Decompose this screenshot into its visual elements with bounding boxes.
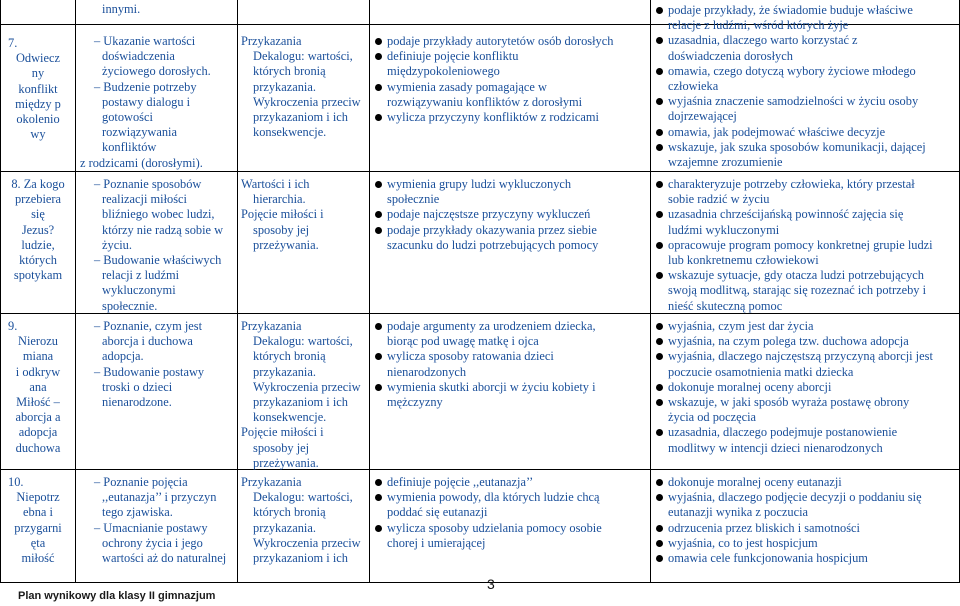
- list-item: wymienia grupy ludzi wykluczonych: [373, 177, 649, 192]
- list-item: dokonuje moralnej oceny eutanazji: [654, 475, 956, 490]
- list-item: chorej i umierającej: [387, 535, 486, 550]
- list-item: poddać się eutanazji: [387, 505, 488, 520]
- list-item: człowieka: [668, 79, 719, 94]
- list-item: podaje argumenty za urodzeniem dziecka,: [373, 319, 649, 334]
- list-item: wyjaśnia znaczenie samodzielności w życiu osoby: [654, 94, 956, 109]
- list-item: wyjaśnia, na czym polega tzw. duchowa adopcja: [654, 334, 956, 349]
- list-item: doświadczenia dorosłych: [668, 48, 793, 63]
- list-item: omawia, czego dotyczą wybory życiowe młodego: [654, 64, 956, 79]
- list-item: społecznie: [387, 192, 440, 207]
- column-divider: [237, 0, 238, 583]
- list-item: szacunku do ludzi potrzebujących pomocy: [387, 237, 599, 252]
- list-item: mężczyzny: [387, 395, 443, 410]
- list-item: wylicza przyczyny konfliktów z rodzicami: [373, 110, 649, 125]
- column-divider: [369, 0, 370, 583]
- list-item: dojrzewającej: [668, 109, 737, 124]
- list-item: omawia, jak podejmować właściwe decyzje: [654, 125, 956, 140]
- extended-requirements-cell-9: [654, 319, 956, 456]
- content-cell-9: – Poznanie, czym jest aborcja i duchowa adopcja. – Budowanie postawy troski o dzieci nienarodzone.: [80, 319, 236, 410]
- list-item: uzasadnia chrześcijańską powinność zajęcia się: [654, 207, 956, 222]
- values-cell-10: Przykazania Dekalogu: wartości, których bronią przykazania. Wykroczenia przeciw przykazaniom i ich: [241, 475, 361, 566]
- list-item: podaje przykłady, że świadomie buduje właściwe: [654, 3, 956, 18]
- list-item: rozwiązywaniu konfliktów z dorosłymi: [387, 94, 583, 109]
- content-cell-8: – Poznanie sposobów realizacji miłości bliźniego wobec ludzi, którzy nie radzą sobie w życiu. – Budowanie właściwych relacji z ludźmi wykluczonymi społecznie.: [80, 177, 236, 314]
- content-cell-10: – Poznanie pojęcia ,,eutanazja’’ i przyczyn tego zjawiska. – Umacnianie postawy ochrony życia i jego wartości aż do naturalnej: [80, 475, 236, 566]
- column-divider: [650, 0, 651, 583]
- basic-requirements-cell-8: [373, 177, 649, 253]
- table-border-bottom: [0, 582, 960, 583]
- extended-requirements-cell-10: [654, 475, 956, 566]
- list-item: nienarodzonych: [387, 364, 467, 379]
- list-item: eutanazji wynika z poczucia: [668, 505, 809, 520]
- continued-text: innymi.: [102, 2, 141, 16]
- list-item: podaje najczęstsze przyczyny wykluczeń: [373, 207, 649, 222]
- list-item: relacje z ludźmi, wśród których żyje: [668, 18, 849, 33]
- list-item: wskazuje, w jaki sposób wyraża postawę obrony: [654, 395, 956, 410]
- list-item: wyjaśnia, co to jest hospicjum: [654, 536, 956, 551]
- list-item: wskazuje, jak szuka sposobów komunikacji, dającej: [654, 140, 956, 155]
- list-item: opracowuje program pomocy konkretnej grupie ludzi: [654, 238, 956, 253]
- list-item: wyjaśnia, dlaczego podjęcie decyzji o poddaniu się: [654, 490, 956, 505]
- list-item: modlitwy w intencji dzieci nienarodzonych: [668, 440, 883, 455]
- list-item: definiuje pojęcie konfliktu: [373, 49, 649, 64]
- basic-requirements-cell-7: [373, 34, 649, 125]
- list-item: podaje przykłady autorytetów osób dorosłych: [373, 34, 649, 49]
- list-item: omawia cele funkcjonowania hospicjum: [654, 551, 956, 566]
- list-item: wyjaśnia, czym jest dar życia: [654, 319, 956, 334]
- topic-cell-8: 8. Za kogo przebiera się Jezus? ludzie, których spotykam: [11, 177, 65, 283]
- list-item: ludźmi wykluczonymi: [668, 222, 780, 237]
- content-cell-7: – Ukazanie wartości doświadczenia życiowego dorosłych. – Budzenie potrzeby postawy dialogu i gotowości rozwiązywania konfliktów z rodzicami (dorosłymi).: [80, 34, 236, 171]
- list-item: biorąc pod uwagę matkę i ojca: [387, 334, 539, 349]
- row-divider: [0, 171, 960, 172]
- list-item: odrzucenia przez bliskich i samotności: [654, 521, 956, 536]
- list-item: wylicza sposoby ratowania dzieci: [373, 349, 649, 364]
- extended-requirements-cell-7: [654, 3, 956, 170]
- list-item: dokonuje moralnej oceny aborcji: [654, 380, 956, 395]
- list-item: wylicza sposoby udzielania pomocy osobie: [373, 521, 649, 536]
- values-cell-8: Wartości i ich hierarchia. Pojęcie miłości i sposoby jej przeżywania.: [241, 177, 324, 252]
- topic-cell-9: 9. Nierozu miana i odkryw ana Miłość – aborcja a adopcja duchowa: [8, 319, 61, 455]
- list-item: lub konkretnemu człowiekowi: [668, 253, 819, 268]
- list-item: wzajemne zrozumienie: [668, 155, 783, 170]
- page-footer: Plan wynikowy dla klasy II gimnazjum: [18, 590, 216, 602]
- list-item: nieść skuteczną pomoc: [668, 298, 783, 313]
- topic-cell-10: 10. Niepotrz ebna i przygarni ęta miłość: [8, 475, 62, 566]
- list-item: podaje przykłady okazywania przez siebie: [373, 223, 649, 238]
- values-cell-7: Przykazania Dekalogu: wartości, których bronią przykazania. Wykroczenia przeciw przykazaniom i ich konsekwencje.: [241, 34, 361, 140]
- list-item: poczucie osamotnienia matki dziecka: [668, 364, 854, 379]
- list-item: swoją modlitwą, starając się rozeznać ich potrzeby i: [668, 283, 927, 298]
- page-number: 3: [487, 576, 495, 592]
- values-cell-9: Przykazania Dekalogu: wartości, których bronią przykazania. Wykroczenia przeciw przykazaniom i ich konsekwencje. Pojęcie miłości i sposoby jej przeżywania.: [241, 319, 361, 470]
- basic-requirements-cell-10: [373, 475, 649, 551]
- list-item: definiuje pojęcie ,,eutanazja’’: [373, 475, 649, 490]
- table-border-left: [0, 0, 1, 583]
- list-item: wymienia zasady pomagające w: [373, 80, 649, 95]
- column-divider: [75, 0, 76, 583]
- list-item: wskazuje sytuacje, gdy otacza ludzi potrzebujących: [654, 268, 956, 283]
- list-item: wymienia skutki aborcji w życiu kobiety i: [373, 380, 649, 395]
- list-item: charakteryzuje potrzeby człowieka, który przestał: [654, 177, 956, 192]
- basic-requirements-cell-9: [373, 319, 649, 410]
- topic-cell-7: 7. Odwiecz ny konflikt między p okolenio wy: [8, 36, 61, 142]
- extended-requirements-cell-8: [654, 177, 956, 314]
- row-divider: [0, 469, 960, 470]
- list-item: uzasadnia, dlaczego podejmuje postanowienie: [654, 425, 956, 440]
- list-item: wymienia powody, dla których ludzie chcą: [373, 490, 649, 505]
- list-item: uzasadnia, dlaczego warto korzystać z: [654, 33, 956, 48]
- list-item: życia od poczęcia: [668, 410, 757, 425]
- list-item: wyjaśnia, dlaczego najczęstszą przyczyną aborcji jest: [654, 349, 956, 364]
- list-item: międzypokoleniowego: [387, 64, 500, 79]
- list-item: sobie radzić w życiu: [668, 192, 770, 207]
